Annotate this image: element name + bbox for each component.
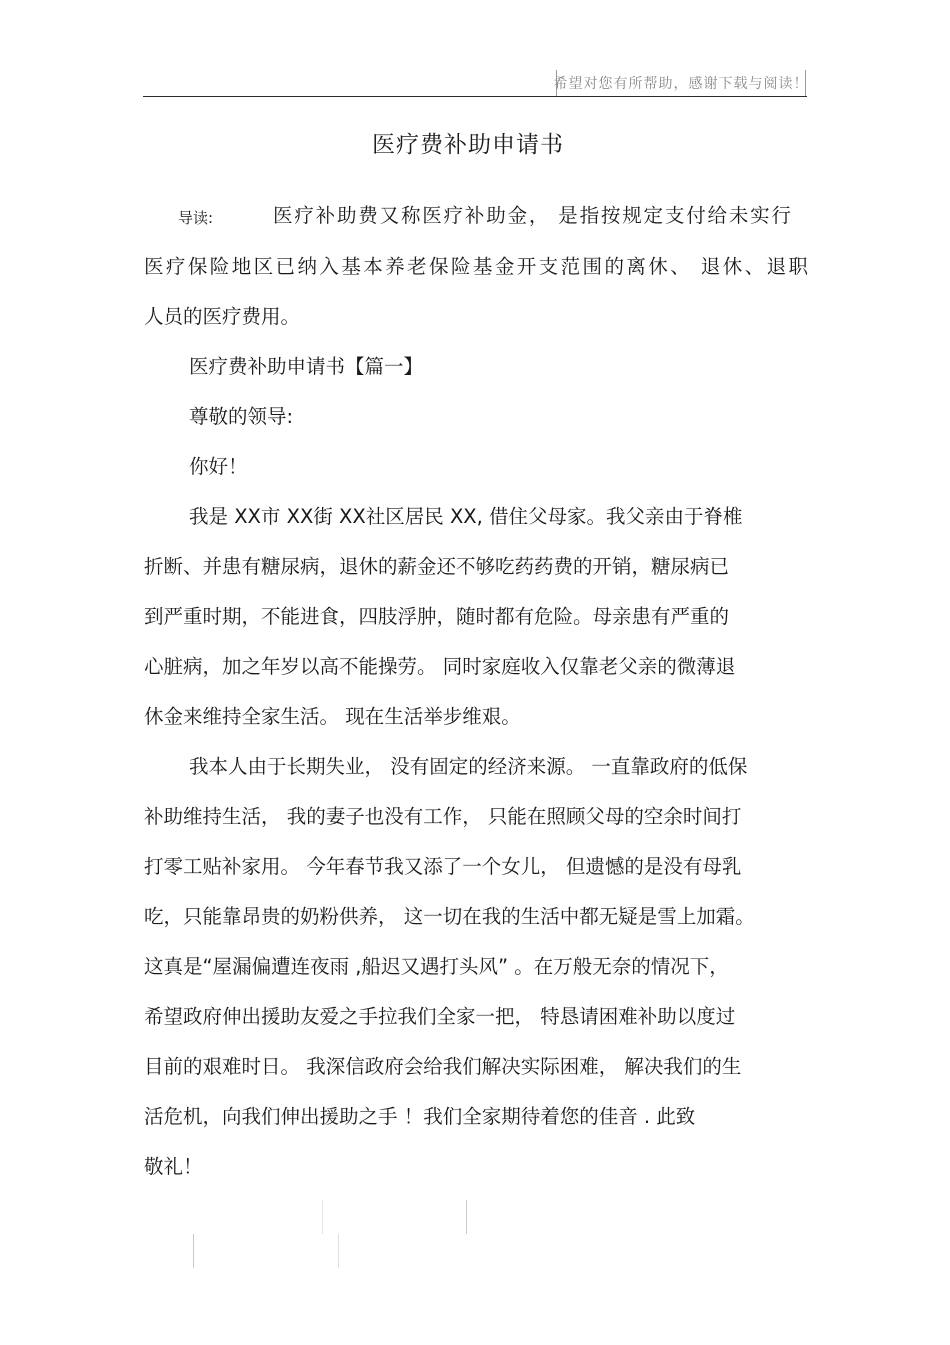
paragraph-line: 到严重时期，不能进食，四肢浮肿，随时都有危险。母亲患有严重的 xyxy=(144,605,730,628)
salutation: 尊敬的领导: xyxy=(189,405,294,428)
scan-artifact-line xyxy=(466,1200,467,1234)
paragraph-line: 打零工贴补家用。 今年春节我又添了一个女儿， 但遗憾的是没有母乳 xyxy=(144,855,742,878)
greeting: 你好！ xyxy=(189,455,248,478)
scan-artifact-line xyxy=(338,1234,339,1268)
document-title: 医疗费补助申请书 xyxy=(372,132,564,158)
header-note: 希望对您有所帮助，感谢下载与阅读！ xyxy=(556,70,806,96)
paragraph-line: 活危机，向我们伸出援助之手 ！我们全家期待着您的佳音 . 此致 xyxy=(144,1105,696,1128)
paragraph-line: 折断、并患有糖尿病，退休的薪金还不够吃药药费的开销，糖尿病已 xyxy=(144,555,730,578)
header-rule xyxy=(143,96,807,97)
paragraph-line: 这真是“屋漏偏遭连夜雨 ,船迟又遇打头风” 。在万般无奈的情况下， xyxy=(144,955,729,978)
paragraph-line: 我本人由于长期失业， 没有固定的经济来源。 一直靠政府的低保 xyxy=(189,755,748,778)
scan-artifact-line xyxy=(193,1234,194,1268)
intro-line: 医疗保险地区已纳入基本养老保险基金开支范围的离休、 退休、退职 xyxy=(144,255,808,278)
intro-label: 导读: xyxy=(178,209,214,227)
section-heading: 医疗费补助申请书【篇一】 xyxy=(189,355,424,378)
paragraph-line: 补助维持生活， 我的妻子也没有工作， 只能在照顾父母的空余时间打 xyxy=(144,805,742,828)
intro-line: 人员的医疗费用。 xyxy=(144,305,301,328)
paragraph-line: 目前的艰难时日。 我深信政府会给我们解决实际困难， 解决我们的生 xyxy=(144,1055,742,1078)
paragraph-line: 敬礼！ xyxy=(144,1155,203,1178)
paragraph-line: 吃，只能靠昂贵的奶粉供养， 这一切在我的生活中都无疑是雪上加霜。 xyxy=(144,905,755,928)
paragraph-line: 我是 XX市 XX街 XX社区居民 XX, 借住父母家。我父亲由于脊椎 xyxy=(189,505,743,528)
scan-artifact-line xyxy=(322,1200,323,1234)
paragraph-line: 心脏病，加之年岁以高不能操劳。 同时家庭收入仅靠老父亲的微薄退 xyxy=(144,655,736,678)
intro-line: 医疗补助费又称医疗补助金， 是指按规定支付给未实行 xyxy=(273,204,791,227)
paragraph-line: 休金来维持全家生活。 现在生活举步维艰。 xyxy=(144,705,521,728)
paragraph-line: 希望政府伸出援助友爱之手拉我们全家一把， 特恳请困难补助以度过 xyxy=(144,1005,736,1028)
